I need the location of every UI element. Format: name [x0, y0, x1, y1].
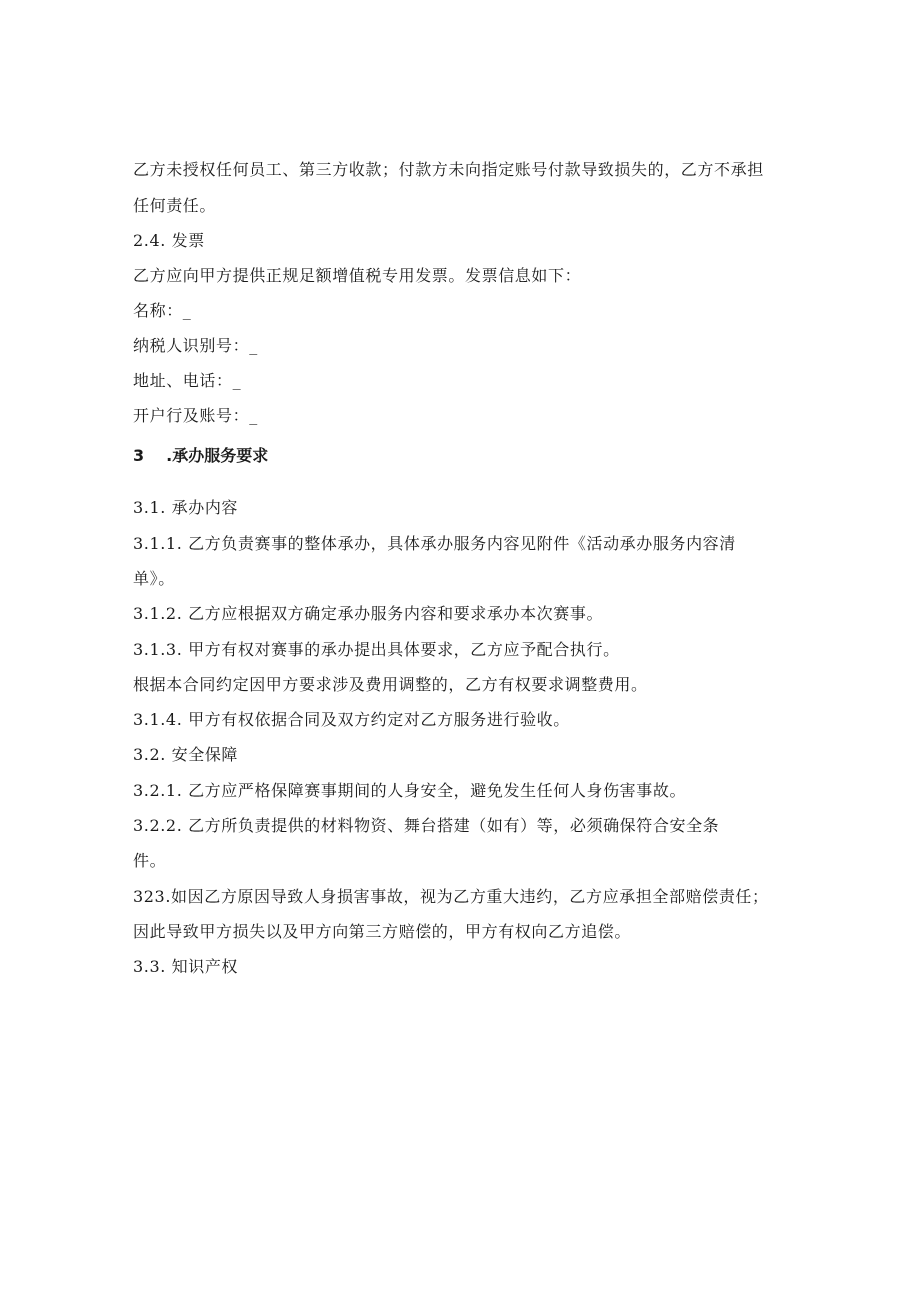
clause-3-1-3-cont: 根据本合同约定因甲方要求涉及费用调整的，乙方有权要求调整费用。 — [133, 675, 648, 694]
clause-3-1-1-line1: 3.1.1. 乙方负责赛事的整体承办，具体承办服务内容见附件《活动承办服务内容清 — [133, 534, 736, 553]
clause-3-1-4: 3.1.4. 甲方有权依据合同及双方约定对乙方服务进行验收。 — [133, 710, 570, 729]
paragraph-line: 任何责任。 — [133, 196, 217, 215]
clause-3-1-1-line2: 单》。 — [133, 569, 175, 588]
invoice-bank-field: 开户行及账号：_ — [133, 406, 258, 425]
clause-3-2-1: 3.2.1. 乙方应严格保障赛事期间的人身安全，避免发生任何人身伤害事故。 — [133, 781, 687, 800]
invoice-name-field: 名称：_ — [133, 301, 192, 320]
invoice-address-field: 地址、电话：_ — [133, 371, 242, 390]
section-3-1-title: 3.1. 承办内容 — [133, 498, 239, 517]
section-2-4-title: 2.4. 发票 — [133, 231, 205, 250]
invoice-intro: 乙方应向甲方提供正规足额增值税专用发票。发票信息如下： — [133, 266, 582, 285]
invoice-tax-id-field: 纳税人识别号：_ — [133, 336, 258, 355]
section-3-heading — [133, 446, 268, 466]
clause-3-1-3: 3.1.3. 甲方有权对赛事的承办提出具体要求，乙方应予配合执行。 — [133, 640, 620, 659]
section-3-3-title: 3.3. 知识产权 — [133, 957, 239, 976]
clause-3-1-2: 3.1.2. 乙方应根据双方确定承办服务内容和要求承办本次赛事。 — [133, 604, 604, 623]
section-3-2-title: 3.2. 安全保障 — [133, 745, 239, 764]
clause-3-2-2-line1: 3.2.2. 乙方所负责提供的材料物资、舞台搭建（如有）等，必须确保符合安全条 — [133, 816, 720, 835]
clause-3-2-3-line2: 因此导致甲方损失以及甲方向第三方赔偿的，甲方有权向乙方追偿。 — [133, 922, 632, 941]
clause-3-2-2-line2: 件。 — [133, 851, 167, 870]
section-3-number: 3 — [133, 446, 145, 465]
clause-3-2-3-line1: 323.如因乙方原因导致人身损害事故，视为乙方重大违约，乙方应承担全部赔偿责任； — [133, 887, 769, 906]
section-3-title: .承办服务要求 — [166, 446, 269, 465]
paragraph-line: 乙方未授权任何员工、第三方收款；付款方未向指定账号付款导致损失的，乙方不承担 — [133, 160, 764, 179]
